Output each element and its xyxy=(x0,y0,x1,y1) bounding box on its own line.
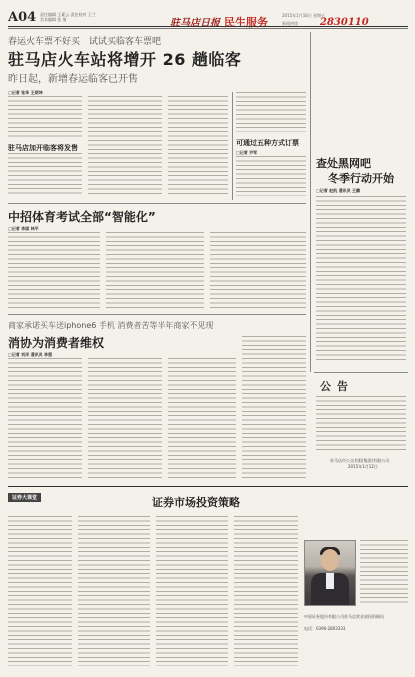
lead-body-col2 xyxy=(88,96,162,195)
notice-body xyxy=(316,396,406,452)
sports-headline: 中招体育考试全部“智能化” xyxy=(8,210,156,224)
designer-line: 美术编辑 张 倩 xyxy=(40,17,67,22)
expert-caption: 中原证券股份有限公司驻马店营业部投资顾问 xyxy=(304,614,384,619)
iphone-body-col1 xyxy=(8,358,82,478)
lead-body-col3 xyxy=(168,96,228,195)
lead-headline: 驻马店火车站将增开 26 趟临客 xyxy=(8,50,242,69)
iphone-kicker: 商家承诺买车送iphone6 手机 消费者苦等半年商家不见现 xyxy=(8,321,214,330)
lead-kicker: 春运火车票不好买 试试买临客车票吧 xyxy=(8,37,162,47)
card-headline: 可通过五种方式订票 xyxy=(236,139,299,147)
notice-title: 公告 xyxy=(320,380,354,393)
iphone-headline: 消协为消费者维权 xyxy=(8,336,105,350)
sports-body-col1 xyxy=(8,232,100,308)
finance-rule xyxy=(8,486,408,487)
lead-byline: □记者 张华 王炳坤 xyxy=(8,90,43,95)
masthead-rule xyxy=(8,26,408,27)
iphone-body-col2 xyxy=(88,358,162,478)
finance-title: 证券市场投资策略 xyxy=(152,496,240,509)
hotline-label: 新闻热线 xyxy=(282,21,298,26)
finance-body-col1 xyxy=(8,516,72,666)
notice-rule xyxy=(314,372,408,373)
lead-crosshead: 驻马店加开临客将发售 xyxy=(8,144,78,152)
masthead-rule-thin xyxy=(8,28,408,29)
section-rule-2 xyxy=(8,314,306,315)
section-title: 民生服务 xyxy=(224,16,268,29)
iphone-body-col4 xyxy=(242,336,306,478)
finance-body-col3 xyxy=(156,516,228,666)
lead-subhead: 昨日起，新增春运临客已开售 xyxy=(8,74,138,85)
finance-tag: 证券大课堂 xyxy=(8,493,41,502)
notice-signatory: 驻马店市公交有限(集团)有限公司 xyxy=(330,458,390,463)
sidebar-body xyxy=(316,196,406,362)
expert-photo xyxy=(304,540,356,606)
notice-date: 2015年1月12日 xyxy=(348,464,378,469)
editor-line: 责任编辑 王素云 责任校对 王兰 xyxy=(40,12,96,17)
page-number: A04 xyxy=(8,10,37,25)
lead-body-col4 xyxy=(236,92,306,132)
hotline-number: 2830110 xyxy=(320,17,369,28)
iphone-byline: □记者 刘洋 通讯员 李强 xyxy=(8,352,52,357)
finance-body-col4 xyxy=(234,516,298,666)
sports-body-col3 xyxy=(210,232,306,308)
section-rule xyxy=(8,203,306,204)
sidebar-divider xyxy=(310,32,311,372)
finance-body-col2 xyxy=(78,516,150,666)
card-byline: □记者 尹军 xyxy=(236,150,258,155)
editor-credits xyxy=(40,12,96,22)
card-body xyxy=(236,156,306,196)
lead-body-col1b xyxy=(8,153,82,195)
sidebar-headline-1: 查处黑网吧 xyxy=(316,157,371,170)
sidebar-byline: □记者 赵凯 通讯员 王鹏 xyxy=(316,188,360,193)
sports-byline: □记者 李国 林平 xyxy=(8,226,39,231)
sports-body-col2 xyxy=(106,232,204,308)
sidebar-headline-2: 冬季行动开始 xyxy=(328,172,394,185)
expert-bio xyxy=(360,540,408,604)
col-divider xyxy=(232,92,233,200)
expert-phone: 电话：0396-2803333 xyxy=(304,626,346,631)
iphone-body-col3 xyxy=(168,358,236,478)
lead-body-col1 xyxy=(8,96,82,140)
issue-date: 2015年1月16日 星期五 xyxy=(282,13,326,18)
paper-logo: 驻马店日报 xyxy=(170,18,220,29)
